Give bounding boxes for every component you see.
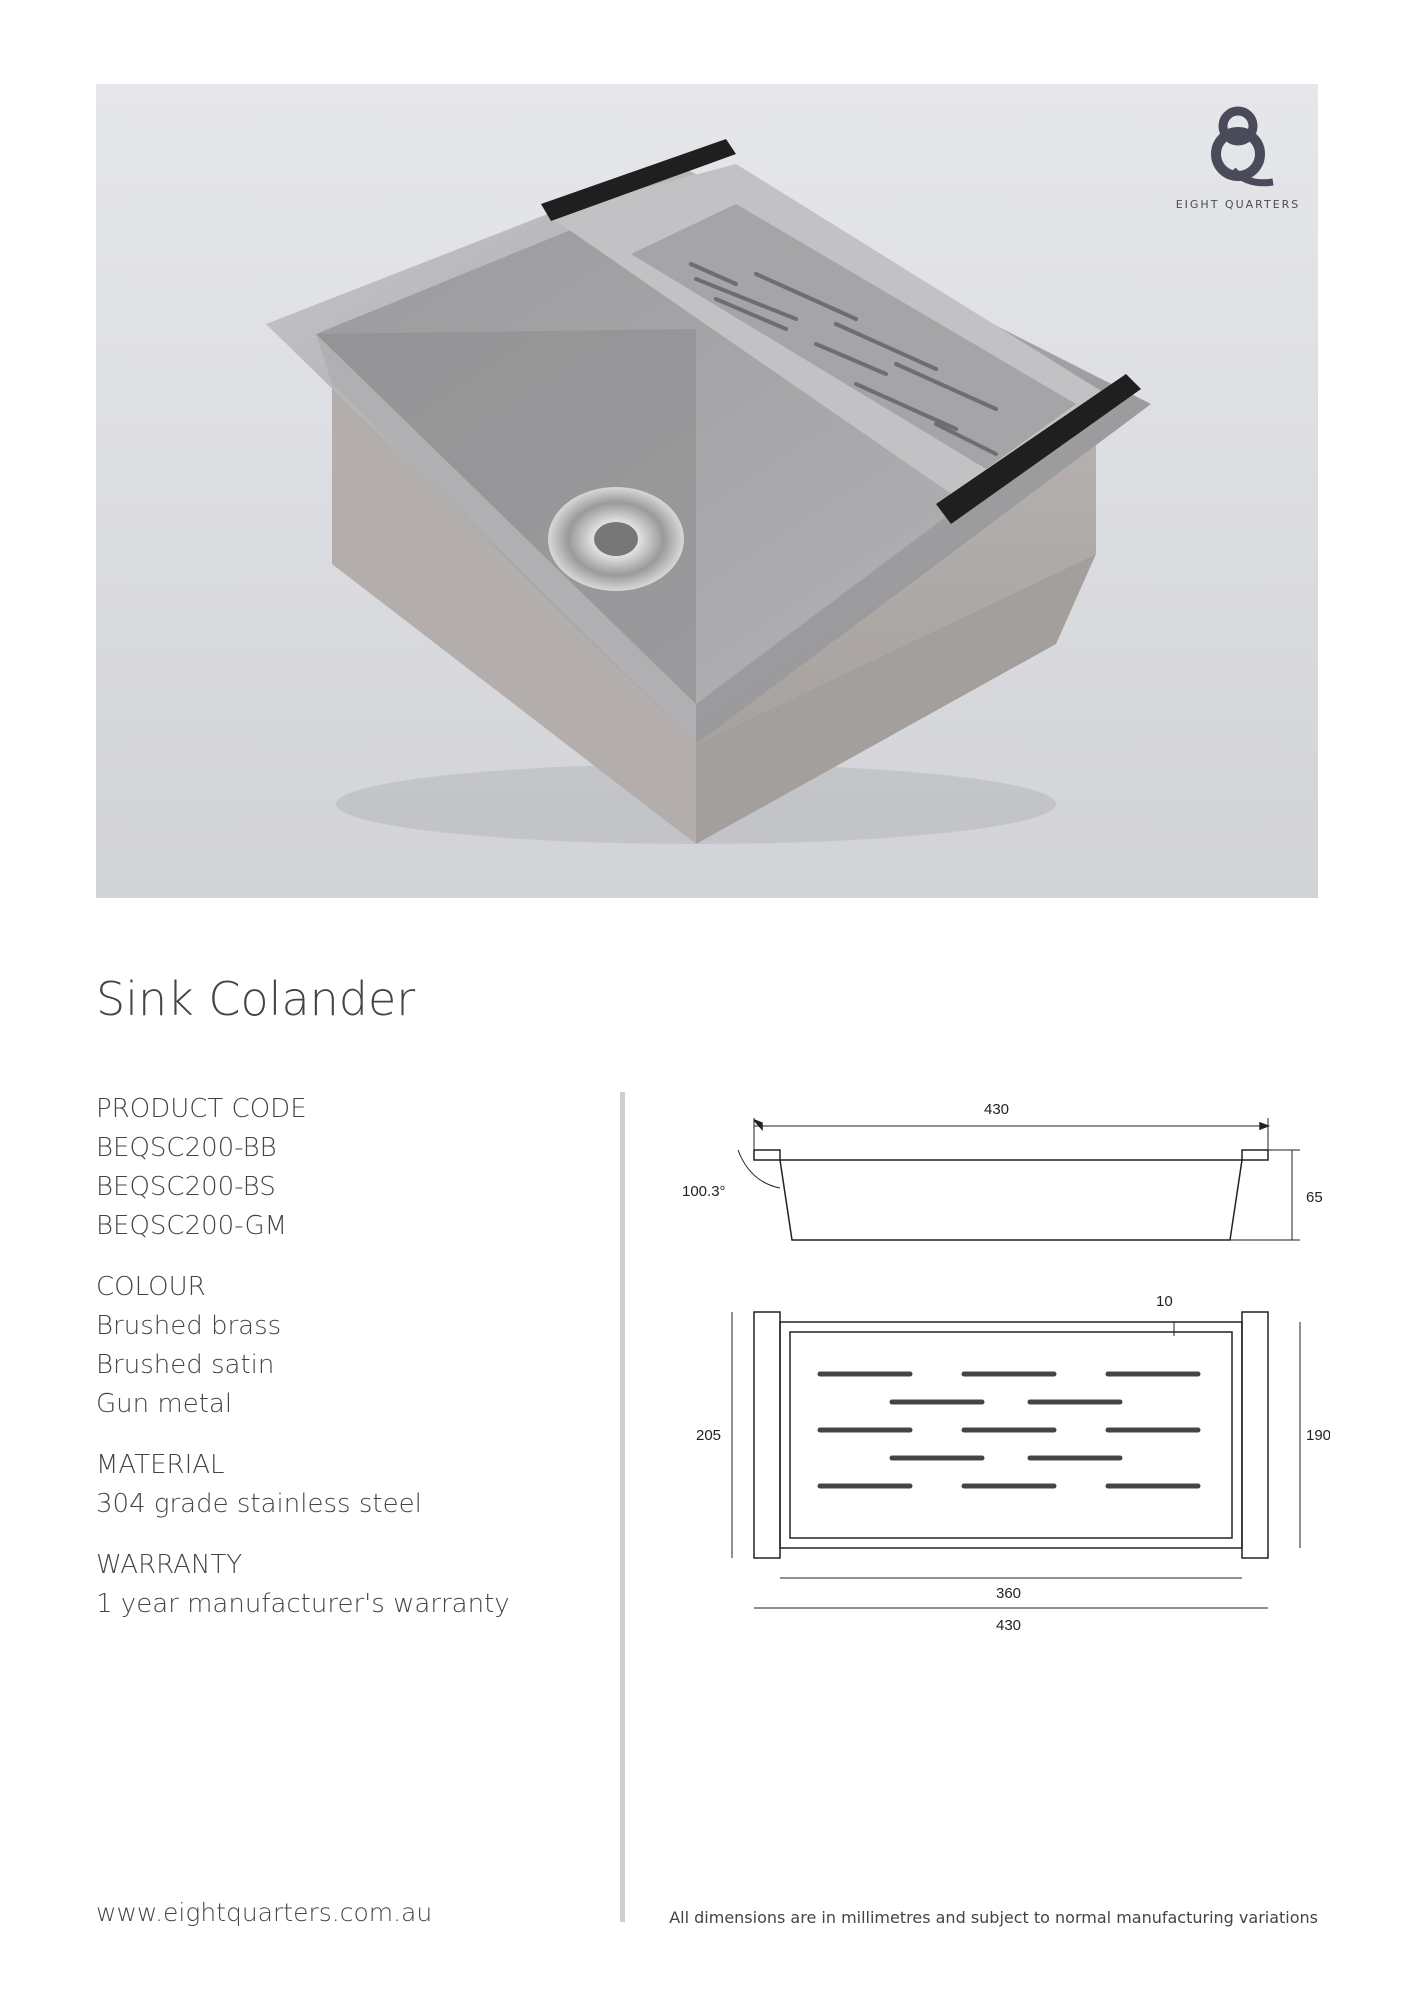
spec-value: BEQSC200-GM [96,1211,288,1241]
spec-value: Brushed satin [96,1350,275,1380]
spec-heading: PRODUCT CODE [96,1094,307,1124]
dim-angle: 100.3° [682,1183,726,1200]
website-link[interactable]: www.eightquarters.com.au [96,1898,433,1927]
spec-value: Brushed brass [96,1311,282,1341]
brand-logo [1168,102,1308,211]
dim-outer-depth: 205 [696,1427,722,1444]
dim-inner-length: 360 [996,1585,1022,1602]
brand-name: EIGHT QUARTERS [1175,198,1301,211]
spec-value: BEQSC200-BB [96,1133,277,1163]
spec-group-product-code [96,1090,616,1246]
dim-rim: 10 [1156,1293,1173,1310]
side-view [682,1101,1323,1240]
spec-heading: COLOUR [96,1272,206,1302]
dim-height: 65 [1306,1189,1323,1206]
page-title: Sink Colander [96,972,416,1026]
spec-heading: WARRANTY [96,1550,243,1580]
spec-value: Gun metal [96,1389,233,1419]
top-view [696,1293,1330,1634]
spec-group-colour [96,1268,616,1424]
spec-heading: MATERIAL [96,1450,225,1480]
dim-side-width: 430 [984,1101,1010,1118]
spec-group-material [96,1446,616,1524]
dimensions-note: All dimensions are in millimetres and subject to normal manufacturing variations [669,1908,1318,1927]
dim-inner-depth: 190 [1306,1427,1330,1444]
spec-list [96,1090,616,1646]
technical-drawing [680,1090,1330,1650]
dim-outer-length: 430 [996,1617,1022,1634]
eight-quarters-monogram-icon [1193,102,1283,192]
spec-group-warranty [96,1546,616,1624]
spec-value: 1 year manufacturer's warranty [96,1589,510,1619]
column-divider [620,1092,625,1922]
product-photo [96,84,1318,898]
spec-value: 304 grade stainless steel [96,1489,422,1519]
spec-value: BEQSC200-BS [96,1172,276,1202]
